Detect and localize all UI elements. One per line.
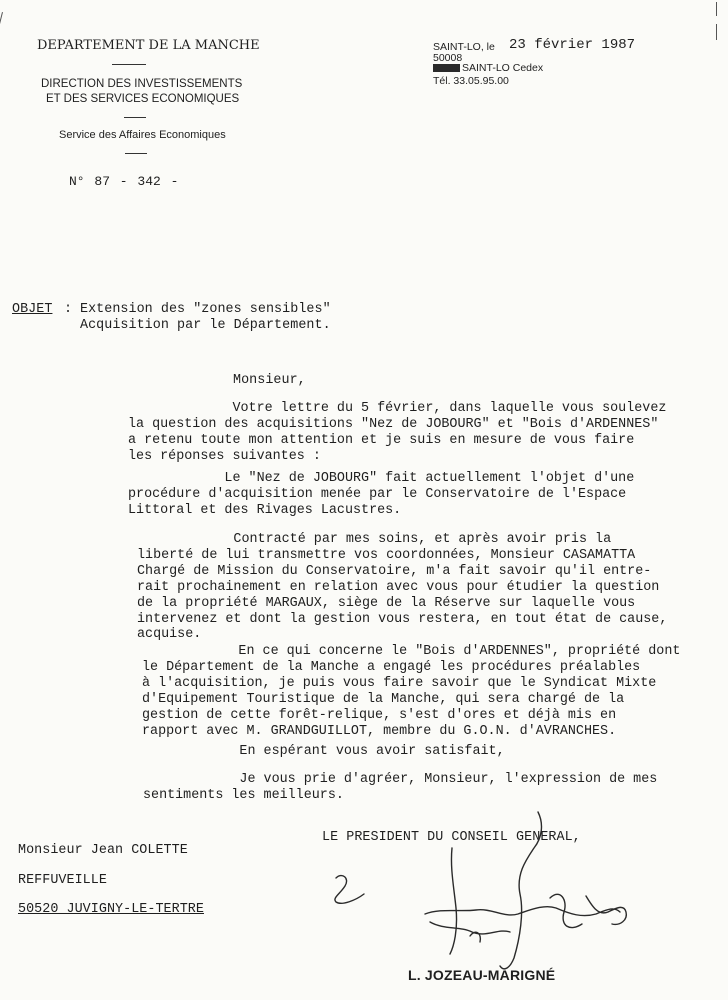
letter-date: 23 février 1987 [509, 37, 636, 53]
paragraph-3-line-3: Chargé de Mission du Conservatoire, m'a fait savoir qu'il entre- [137, 563, 652, 579]
recipient-city: 50520 JUVIGNY-LE-TERTRE [18, 902, 204, 917]
scan-edge-right-top [716, 2, 717, 16]
paragraph-3-line-5: de la propriété MARGAUX, siège de la Réserve sur laquelle vous [137, 595, 636, 611]
paragraph-3-line-4: rait prochainement en relation avec vous pour étudier la question [137, 579, 660, 595]
redaction-block [433, 64, 460, 72]
paragraph-3-line-2: liberté de lui transmettre vos coordonnées, Monsieur CASAMATTA [137, 547, 636, 563]
paragraph-3-line-7: acquise. [137, 627, 202, 643]
heading-rule-2 [124, 117, 146, 118]
paragraph-4-line-5: gestion de cette forêt-relique, s'est d'ores et déjà mis en [142, 707, 617, 723]
paragraph-3 [137, 532, 667, 643]
reference-number: N° 87 - 342 - [69, 174, 179, 189]
paragraph-2-line-1: Le "Nez de JOBOURG" fait actuellement l'objet d'une [128, 471, 635, 486]
paragraph-5-line-1: En espérant vous avoir satisfait, [143, 744, 505, 759]
heading-rule-3 [125, 153, 147, 154]
subject-line-2: Acquisition par le Département. [80, 318, 331, 333]
paragraph-6 [143, 772, 657, 804]
paragraph-3-line-1: Contracté par mes soins, et après avoir pris la [137, 532, 612, 547]
direction-line-2: ET DES SERVICES ECONOMIQUES [46, 93, 240, 105]
phone-number: Tél. 33.05.95.00 [433, 75, 509, 87]
handwritten-signature [320, 808, 640, 978]
paragraph-4 [142, 644, 680, 739]
postcode: 50008 [433, 52, 463, 64]
paragraph-1-line-1: Votre lettre du 5 février, dans laquelle vous soulevez [128, 401, 667, 416]
paragraph-4-line-1: En ce qui concerne le "Bois d'ARDENNES", propriété dont [142, 644, 681, 659]
paragraph-6-line-2: sentiments les meilleurs. [143, 787, 344, 803]
paragraph-4-line-3: à l'acquisition, je puis vous faire savoir que le Syndicat Mixte [142, 675, 657, 691]
subject-line-1: Extension des "zones sensibles" [80, 302, 331, 317]
paragraph-3-line-6: intervenez et dont la gestion vous restera, en tout état de cause, [137, 611, 668, 627]
paragraph-4-line-6: rapport avec M. GRANDGUILLOT, membre du G.O.N. d'AVRANCHES. [142, 723, 617, 739]
paragraph-4-line-4: d'Equipement Touristique de la Manche, qui sera chargé de la [142, 691, 625, 707]
service-name: Service des Affaires Economiques [59, 129, 226, 141]
paragraph-2 [128, 471, 634, 519]
recipient-name: Monsieur Jean COLETTE [18, 843, 188, 858]
paragraph-1 [128, 401, 666, 465]
scan-edge-right-mid [716, 24, 717, 40]
signatory-name: L. JOZEAU-MARIGNÉ [408, 967, 556, 983]
recipient-locality: REFFUVEILLE [18, 873, 107, 888]
paragraph-1-line-2: la question des acquisitions "Nez de JOBOURG" et "Bois d'ARDENNES" [128, 416, 659, 432]
paragraph-1-line-3: a retenu toute mon attention et je suis en mesure de vous faire [128, 432, 635, 448]
salutation: Monsieur, [233, 373, 306, 388]
paragraph-4-line-2: le Département de la Manche a engagé les procédures préalables [142, 659, 641, 675]
paragraph-5 [143, 744, 505, 760]
heading-rule-1 [112, 64, 146, 65]
paragraph-2-line-3: Littoral et des Rivages Lacustres. [128, 502, 402, 518]
scan-edge-left [0, 12, 3, 109]
subject-separator: : [64, 302, 73, 317]
paragraph-6-line-1: Je vous prie d'agréer, Monsieur, l'expression de mes [143, 772, 658, 787]
paragraph-2-line-2: procédure d'acquisition menée par le Conservatoire de l'Espace [128, 486, 627, 502]
direction-line-1: DIRECTION DES INVESTISSEMENTS [41, 78, 243, 90]
signatory-title: LE PRESIDENT DU CONSEIL GENERAL, [322, 830, 581, 845]
subject-label: OBJET [12, 302, 53, 317]
city-line: SAINT-LO Cedex [462, 62, 544, 74]
department-heading: DEPARTEMENT DE LA MANCHE [37, 38, 260, 53]
paragraph-1-line-4: les réponses suivantes : [128, 448, 321, 464]
place-label: SAINT-LO, le [433, 41, 495, 53]
